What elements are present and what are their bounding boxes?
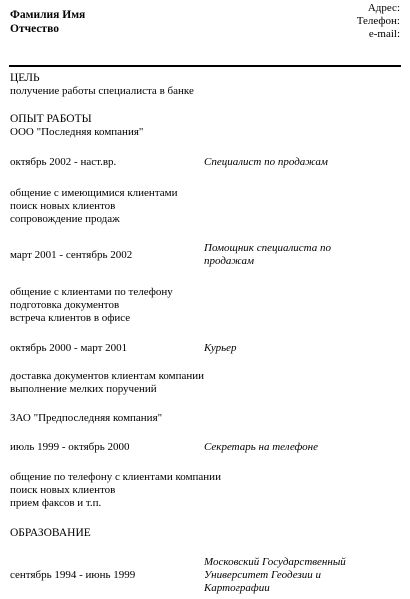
company-name-2: ЗАО "Предпоследняя компания" bbox=[10, 412, 163, 424]
duty-item: поиск новых клиентов bbox=[10, 200, 116, 212]
duty-item: общение по телефону с клиентами компании bbox=[10, 471, 221, 483]
name-line-1: Фамилия Имя bbox=[10, 9, 86, 21]
job-duties bbox=[10, 370, 204, 396]
job-duties bbox=[10, 471, 221, 510]
duty-item: общение с имеющимися клиентами bbox=[10, 187, 178, 199]
duty-item: подготовка документов bbox=[10, 299, 120, 311]
duty-item: общение с клиентами по телефону bbox=[10, 286, 173, 298]
job-period: октябрь 2002 - наст.вр. bbox=[10, 156, 117, 168]
duty-item: прием факсов и т.п. bbox=[10, 497, 102, 509]
email-label: e-mail: bbox=[368, 28, 400, 40]
job-position: Секретарь на телефоне bbox=[204, 441, 318, 453]
job-duties bbox=[10, 187, 178, 226]
duty-item: сопровождение продаж bbox=[10, 213, 120, 225]
header-divider bbox=[9, 65, 401, 67]
full-name bbox=[10, 8, 85, 36]
phone-label: Телефон: bbox=[356, 15, 400, 27]
education-period: сентябрь 1994 - июнь 1999 bbox=[10, 569, 136, 581]
institution-line: Университет Геодезии и bbox=[204, 569, 321, 581]
contact-block bbox=[357, 2, 400, 41]
duty-item: поиск новых клиентов bbox=[10, 484, 116, 496]
duty-item: встреча клиентов в офисе bbox=[10, 312, 131, 324]
education-institution bbox=[204, 556, 346, 595]
education-heading: ОБРАЗОВАНИЕ bbox=[10, 527, 91, 539]
job-duties bbox=[10, 286, 173, 325]
job-period: июль 1999 - октябрь 2000 bbox=[10, 441, 130, 453]
institution-line: Картографии bbox=[204, 582, 270, 594]
job-position-line: Помощник специалиста по bbox=[204, 242, 331, 254]
address-label: Адрес: bbox=[367, 2, 400, 14]
experience-section bbox=[10, 113, 143, 139]
experience-heading: ОПЫТ РАБОТЫ bbox=[10, 113, 92, 125]
company-name-1: ООО "Последняя компания" bbox=[10, 126, 144, 138]
job-position bbox=[204, 242, 331, 268]
job-position: Курьер bbox=[204, 342, 237, 354]
duty-item: выполнение мелких поручений bbox=[10, 383, 157, 395]
job-position-line: продажам bbox=[204, 255, 255, 267]
name-line-2: Отчество bbox=[10, 23, 59, 35]
job-period: октябрь 2000 - март 2001 bbox=[10, 342, 128, 354]
job-period: март 2001 - сентябрь 2002 bbox=[10, 249, 133, 261]
objective-text: получение работы специалиста в банке bbox=[10, 85, 194, 97]
institution-line: Московский Государственный bbox=[204, 556, 346, 568]
objective-heading: ЦЕЛЬ bbox=[10, 72, 40, 84]
objective-section bbox=[10, 72, 194, 98]
duty-item: доставка документов клиентам компании bbox=[10, 370, 205, 382]
job-position: Специалист по продажам bbox=[204, 156, 328, 168]
